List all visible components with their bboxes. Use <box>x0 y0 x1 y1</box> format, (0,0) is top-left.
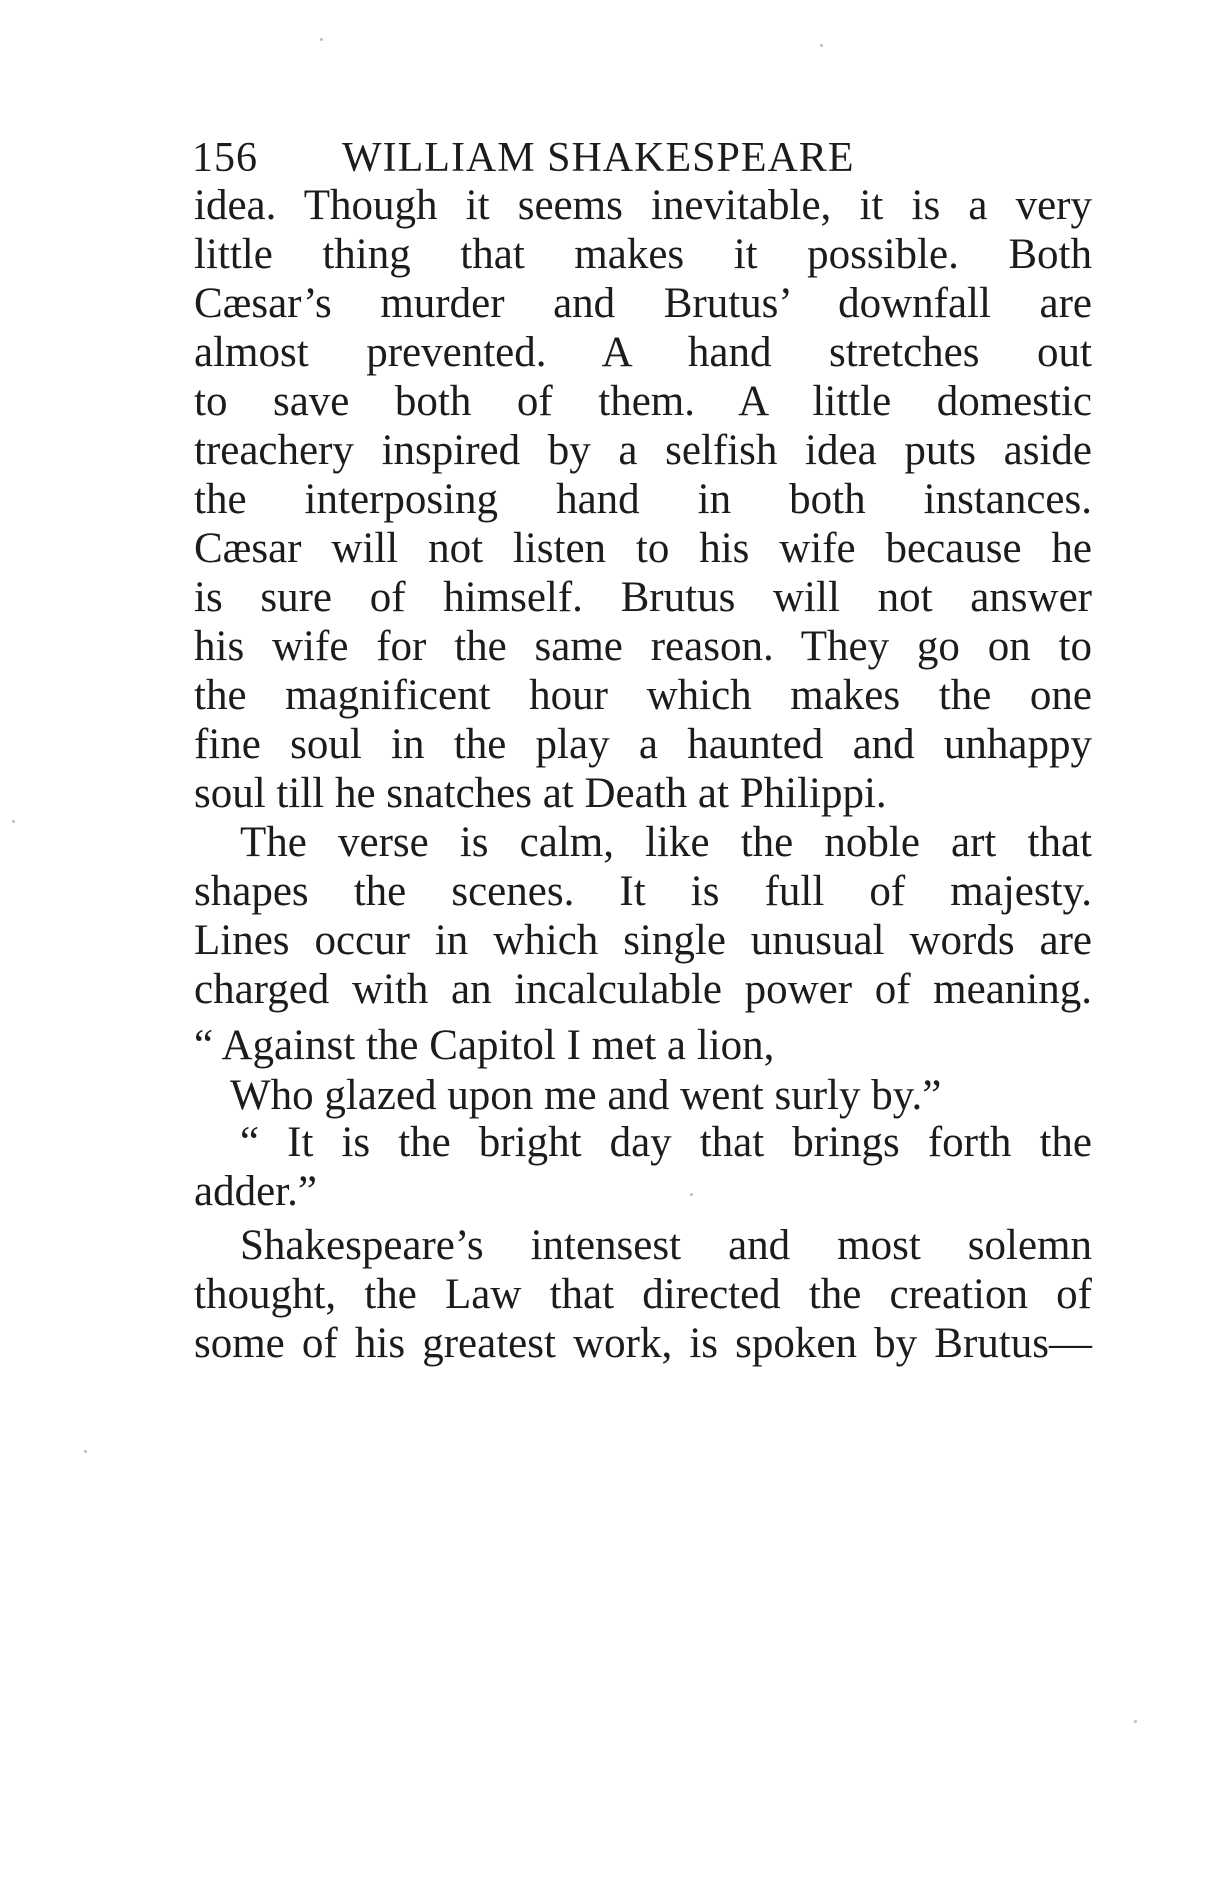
text-line: the magnificent hour which makes the one <box>194 672 1092 719</box>
scan-speck <box>320 38 323 41</box>
text-line: idea. Though it seems inevitable, it is a very <box>194 182 1092 229</box>
scan-speck <box>1134 1720 1137 1723</box>
text-line: thought, the Law that directed the creation of <box>194 1271 1092 1318</box>
text-line: shapes the scenes. It is full of majesty. <box>194 868 1092 915</box>
text-line: fine soul in the play a haunted and unhappy <box>194 721 1092 768</box>
text-line: treachery inspired by a selfish idea puts aside <box>194 427 1092 474</box>
text-line: Shakespeare’s intensest and most solemn <box>240 1222 1092 1269</box>
text-line: almost prevented. A hand stretches out <box>194 329 1092 376</box>
text-line: adder.” <box>194 1168 317 1215</box>
text-line: his wife for the same reason. They go on to <box>194 623 1092 670</box>
scan-speck <box>12 820 15 823</box>
text-line: charged with an incalculable power of meaning. <box>194 966 1092 1013</box>
text-line: “ It is the bright day that brings forth the <box>240 1119 1092 1166</box>
scan-speck <box>84 1450 87 1453</box>
verse-line: Who glazed upon me and went surly by.” <box>230 1072 942 1119</box>
page-number: 156 <box>192 135 258 181</box>
text-line: little thing that makes it possible. Both <box>194 231 1092 278</box>
scan-speck <box>690 1193 693 1196</box>
text-line: the interposing hand in both instances. <box>194 476 1092 523</box>
running-title: WILLIAM SHAKESPEARE <box>342 135 855 181</box>
text-line: Lines occur in which single unusual words are <box>194 917 1092 964</box>
text-line: to save both of them. A little domestic <box>194 378 1092 425</box>
text-line: is sure of himself. Brutus will not answer <box>194 574 1092 621</box>
scan-speck <box>820 44 823 47</box>
text-line: The verse is calm, like the noble art that <box>240 819 1092 866</box>
text-line: some of his greatest work, is spoken by Brutus— <box>194 1320 1092 1367</box>
text-line: Cæsar will not listen to his wife because he <box>194 525 1092 572</box>
text-line: Cæsar’s murder and Brutus’ downfall are <box>194 280 1092 327</box>
verse-line: “ Against the Capitol I met a lion, <box>194 1022 775 1069</box>
text-line: soul till he snatches at Death at Philippi. <box>194 770 887 817</box>
